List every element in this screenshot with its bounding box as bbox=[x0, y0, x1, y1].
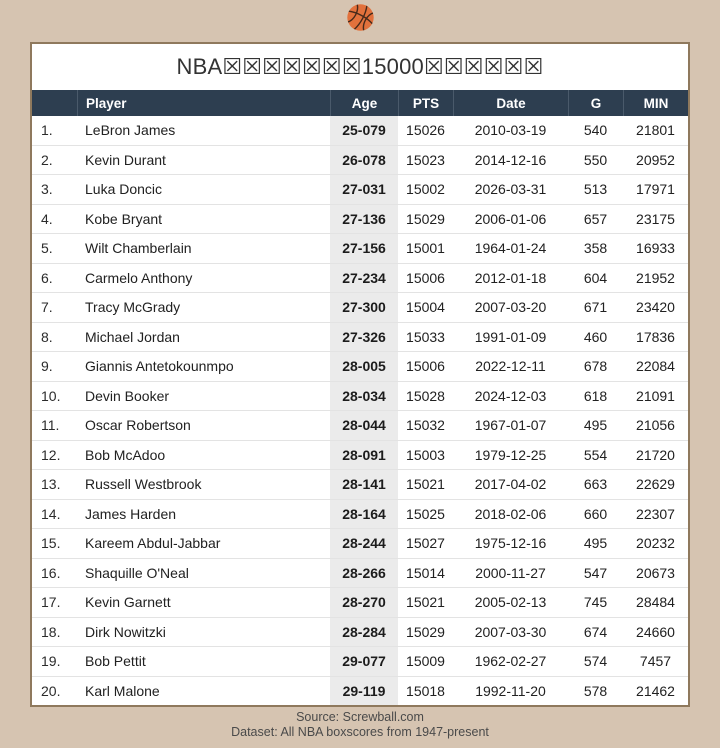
cell-date: 2007-03-20 bbox=[474, 299, 547, 316]
cell-player: Kevin Durant bbox=[85, 151, 166, 168]
cell-g: 671 bbox=[583, 299, 608, 316]
table-row bbox=[32, 677, 688, 706]
cell-player: Devin Booker bbox=[85, 387, 170, 404]
cell-min: 23420 bbox=[636, 299, 675, 316]
cell-age: 28-266 bbox=[330, 559, 398, 588]
cell-min: 21720 bbox=[636, 446, 675, 463]
cell-pts: 15021 bbox=[406, 594, 445, 611]
cell-player: Carmelo Anthony bbox=[85, 269, 193, 286]
cell-player: James Harden bbox=[85, 505, 177, 522]
cell-rank: 20. bbox=[41, 682, 61, 699]
header-age: Age bbox=[330, 90, 398, 116]
cell-age: 29-077 bbox=[330, 647, 398, 676]
cell-rank: 15. bbox=[41, 535, 61, 552]
cell-age: 28-005 bbox=[330, 352, 398, 381]
table-row bbox=[32, 293, 688, 323]
table-row bbox=[32, 529, 688, 559]
cell-min: 23175 bbox=[636, 210, 675, 227]
cell-date: 2000-11-27 bbox=[475, 564, 546, 581]
cell-g: 663 bbox=[583, 476, 608, 493]
cell-min: 21801 bbox=[636, 122, 675, 139]
table-header-row bbox=[32, 90, 688, 116]
cell-age: 28-091 bbox=[330, 441, 398, 470]
cell-date: 1992-11-20 bbox=[475, 682, 546, 699]
cell-rank: 3. bbox=[41, 181, 53, 198]
table-row bbox=[32, 618, 688, 648]
cell-date: 2005-02-13 bbox=[474, 594, 547, 611]
cell-pts: 15029 bbox=[406, 210, 445, 227]
cell-g: 657 bbox=[583, 210, 608, 227]
cell-rank: 17. bbox=[41, 594, 61, 611]
header-min: MIN bbox=[623, 90, 688, 116]
cell-date: 1975-12-16 bbox=[474, 535, 547, 552]
cell-player: Wilt Chamberlain bbox=[85, 240, 192, 257]
table-row bbox=[32, 116, 688, 146]
cell-min: 28484 bbox=[636, 594, 675, 611]
cell-min: 21056 bbox=[636, 417, 675, 434]
cell-rank: 14. bbox=[41, 505, 61, 522]
cell-date: 2017-04-02 bbox=[474, 476, 547, 493]
cell-pts: 15014 bbox=[406, 564, 445, 581]
table-row bbox=[32, 411, 688, 441]
cell-player: Giannis Antetokounmpo bbox=[85, 358, 234, 375]
cell-g: 540 bbox=[583, 122, 608, 139]
cell-min: 21462 bbox=[636, 682, 675, 699]
cell-date: 1991-01-09 bbox=[474, 328, 547, 345]
header-date: Date bbox=[453, 90, 568, 116]
cell-rank: 7. bbox=[41, 299, 53, 316]
cell-rank: 19. bbox=[41, 653, 61, 670]
table-row bbox=[32, 588, 688, 618]
table-row bbox=[32, 441, 688, 471]
cell-pts: 15002 bbox=[406, 181, 445, 198]
cell-player: Kobe Bryant bbox=[85, 210, 163, 227]
table-row bbox=[32, 470, 688, 500]
cell-min: 21091 bbox=[636, 387, 675, 404]
cell-min: 22084 bbox=[636, 358, 675, 375]
header-g: G bbox=[568, 90, 623, 116]
cell-g: 604 bbox=[583, 269, 608, 286]
cell-min: 22629 bbox=[636, 476, 675, 493]
cell-pts: 15029 bbox=[406, 623, 445, 640]
table-row bbox=[32, 352, 688, 382]
cell-rank: 16. bbox=[41, 564, 61, 581]
cell-pts: 15009 bbox=[406, 653, 445, 670]
table-body bbox=[32, 116, 688, 705]
cell-date: 2006-01-06 bbox=[474, 210, 547, 227]
cell-age: 25-079 bbox=[330, 116, 398, 145]
page-title: NBA☒☒☒☒☒☒☒15000☒☒☒☒☒☒ bbox=[176, 54, 544, 79]
cell-age: 27-300 bbox=[330, 293, 398, 322]
cell-date: 2024-12-03 bbox=[474, 387, 547, 404]
cell-age: 27-136 bbox=[330, 205, 398, 234]
cell-min: 7457 bbox=[639, 653, 672, 670]
cell-g: 495 bbox=[583, 535, 608, 552]
cell-min: 16933 bbox=[636, 240, 675, 257]
cell-date: 2018-02-06 bbox=[474, 505, 547, 522]
cell-player: Karl Malone bbox=[85, 682, 160, 699]
cell-age: 28-284 bbox=[330, 618, 398, 647]
basketball-icon bbox=[346, 3, 375, 32]
cell-date: 2012-01-18 bbox=[474, 269, 547, 286]
cell-player: Dirk Nowitzki bbox=[85, 623, 166, 640]
cell-date: 2007-03-30 bbox=[474, 623, 547, 640]
cell-g: 660 bbox=[583, 505, 608, 522]
cell-date: 1962-02-27 bbox=[474, 653, 547, 670]
cell-g: 578 bbox=[583, 682, 608, 699]
cell-rank: 5. bbox=[41, 240, 53, 257]
cell-date: 1967-01-07 bbox=[474, 417, 547, 434]
cell-player: LeBron James bbox=[85, 122, 176, 139]
cell-age: 27-234 bbox=[330, 264, 398, 293]
table-row bbox=[32, 205, 688, 235]
cell-pts: 15023 bbox=[406, 151, 445, 168]
cell-rank: 6. bbox=[41, 269, 53, 286]
cell-g: 674 bbox=[583, 623, 608, 640]
cell-player: Tracy McGrady bbox=[85, 299, 181, 316]
table-row bbox=[32, 264, 688, 294]
cell-g: 513 bbox=[583, 181, 608, 198]
header-player: Player bbox=[77, 90, 330, 116]
cell-player: Russell Westbrook bbox=[85, 476, 202, 493]
cell-rank: 11. bbox=[41, 417, 60, 434]
cell-rank: 8. bbox=[41, 328, 53, 345]
footer bbox=[0, 710, 720, 740]
cell-player: Oscar Robertson bbox=[85, 417, 191, 434]
cell-g: 554 bbox=[583, 446, 608, 463]
cell-rank: 2. bbox=[41, 151, 53, 168]
footer-dataset: Dataset: All NBA boxscores from 1947-present bbox=[231, 725, 489, 739]
cell-player: Kareem Abdul-Jabbar bbox=[85, 535, 221, 552]
cell-age: 27-156 bbox=[330, 234, 398, 263]
cell-g: 547 bbox=[583, 564, 608, 581]
cell-age: 27-031 bbox=[330, 175, 398, 204]
cell-player: Bob McAdoo bbox=[85, 446, 166, 463]
cell-g: 358 bbox=[583, 240, 608, 257]
cell-pts: 15026 bbox=[406, 122, 445, 139]
cell-player: Shaquille O'Neal bbox=[85, 564, 189, 581]
cell-rank: 10. bbox=[41, 387, 61, 404]
cell-min: 20232 bbox=[636, 535, 675, 552]
cell-age: 28-044 bbox=[330, 411, 398, 440]
cell-g: 495 bbox=[583, 417, 608, 434]
cell-min: 20673 bbox=[636, 564, 675, 581]
cell-min: 17971 bbox=[636, 181, 675, 198]
cell-g: 745 bbox=[583, 594, 608, 611]
cell-g: 550 bbox=[583, 151, 608, 168]
cell-pts: 15006 bbox=[406, 358, 445, 375]
cell-player: Bob Pettit bbox=[85, 653, 146, 670]
footer-source: Source: Screwball.com bbox=[296, 710, 424, 724]
cell-age: 28-270 bbox=[330, 588, 398, 617]
cell-rank: 9. bbox=[41, 358, 53, 375]
cell-g: 460 bbox=[583, 328, 608, 345]
cell-pts: 15025 bbox=[406, 505, 445, 522]
cell-pts: 15032 bbox=[406, 417, 445, 434]
cell-rank: 13. bbox=[41, 476, 61, 493]
cell-age: 28-164 bbox=[330, 500, 398, 529]
cell-age: 27-326 bbox=[330, 323, 398, 352]
cell-min: 17836 bbox=[636, 328, 675, 345]
cell-date: 2022-12-11 bbox=[475, 358, 546, 375]
table-row bbox=[32, 234, 688, 264]
header-pts: PTS bbox=[398, 90, 453, 116]
cell-player: Luka Doncic bbox=[85, 181, 163, 198]
ranking-table-card bbox=[30, 42, 690, 707]
cell-date: 2014-12-16 bbox=[474, 151, 547, 168]
table-row bbox=[32, 323, 688, 353]
table-row bbox=[32, 382, 688, 412]
cell-min: 22307 bbox=[636, 505, 675, 522]
cell-pts: 15006 bbox=[406, 269, 445, 286]
cell-pts: 15018 bbox=[406, 682, 445, 699]
cell-rank: 18. bbox=[41, 623, 61, 640]
cell-g: 574 bbox=[583, 653, 608, 670]
cell-pts: 15028 bbox=[406, 387, 445, 404]
cell-age: 28-141 bbox=[330, 470, 398, 499]
cell-min: 20952 bbox=[636, 151, 675, 168]
table-row bbox=[32, 647, 688, 677]
cell-g: 678 bbox=[583, 358, 608, 375]
cell-age: 28-034 bbox=[330, 382, 398, 411]
cell-age: 28-244 bbox=[330, 529, 398, 558]
cell-pts: 15004 bbox=[406, 299, 445, 316]
header-rank bbox=[32, 90, 77, 116]
cell-g: 618 bbox=[583, 387, 608, 404]
cell-pts: 15027 bbox=[406, 535, 445, 552]
cell-pts: 15033 bbox=[406, 328, 445, 345]
cell-pts: 15003 bbox=[406, 446, 445, 463]
cell-age: 26-078 bbox=[330, 146, 398, 175]
cell-min: 21952 bbox=[636, 269, 675, 286]
cell-date: 2010-03-19 bbox=[474, 122, 547, 139]
cell-date: 1964-01-24 bbox=[474, 240, 547, 257]
cell-age: 29-119 bbox=[330, 677, 398, 706]
title-band bbox=[32, 44, 688, 90]
cell-player: Michael Jordan bbox=[85, 328, 180, 345]
table-row bbox=[32, 559, 688, 589]
cell-rank: 1. bbox=[41, 122, 53, 139]
cell-min: 24660 bbox=[636, 623, 675, 640]
cell-rank: 12. bbox=[41, 446, 61, 463]
cell-date: 2026-03-31 bbox=[474, 181, 547, 198]
table-row bbox=[32, 146, 688, 176]
table-row bbox=[32, 500, 688, 530]
cell-pts: 15021 bbox=[406, 476, 445, 493]
cell-rank: 4. bbox=[41, 210, 53, 227]
cell-pts: 15001 bbox=[406, 240, 445, 257]
cell-date: 1979-12-25 bbox=[474, 446, 547, 463]
table-row bbox=[32, 175, 688, 205]
cell-player: Kevin Garnett bbox=[85, 594, 171, 611]
